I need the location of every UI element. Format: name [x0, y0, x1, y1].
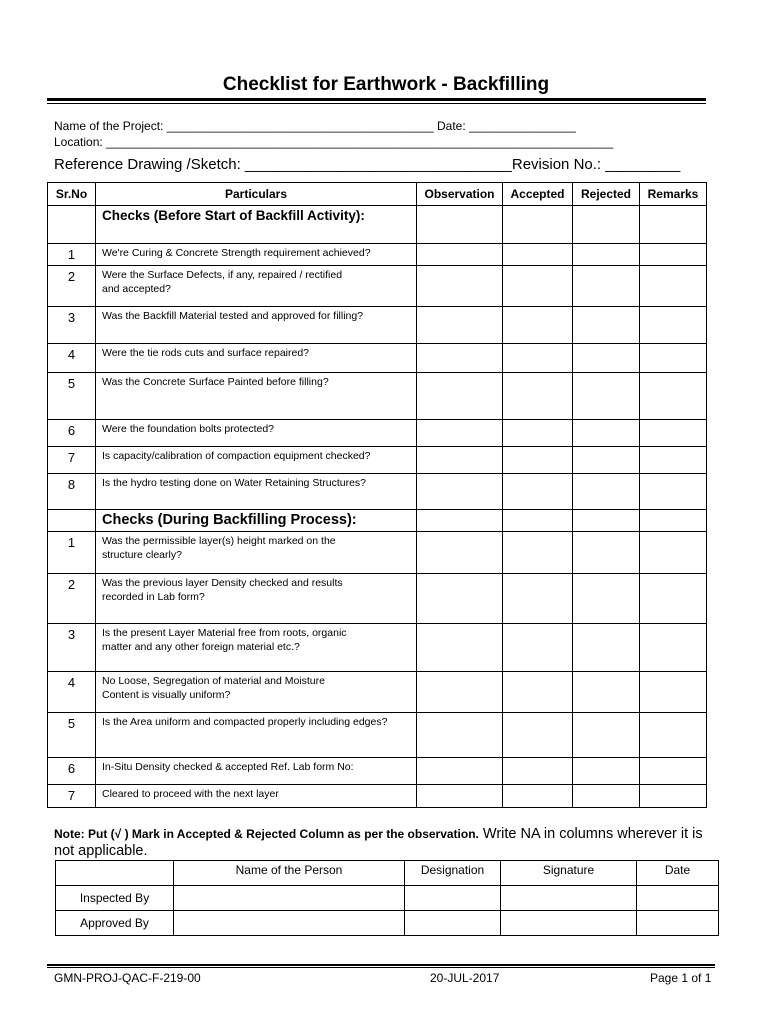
accepted-cell[interactable] [503, 758, 573, 785]
accepted-cell[interactable] [503, 307, 573, 344]
checklist-row [48, 574, 707, 624]
page-title: Checklist for Earthwork - Backfilling [222, 74, 550, 95]
row-particular: Was the Concrete Surface Painted before filling? [96, 373, 417, 420]
reference-line: Reference Drawing /Sketch: ________________________________Revision No.: _________ [54, 156, 681, 173]
row-number: 2 [48, 266, 96, 307]
accepted-cell[interactable] [503, 373, 573, 420]
remarks-cell[interactable] [640, 624, 707, 672]
accepted-cell[interactable] [503, 447, 573, 474]
remarks-cell[interactable] [640, 447, 707, 474]
remarks-cell[interactable] [640, 785, 707, 808]
table-header-row [48, 183, 707, 206]
section-header-row [48, 510, 707, 532]
note [54, 826, 714, 860]
observation-cell[interactable] [417, 474, 503, 510]
accepted-cell[interactable] [503, 672, 573, 713]
remarks-cell[interactable] [640, 713, 707, 758]
section-title: Checks (During Backfilling Process): [96, 510, 417, 532]
section-blank-cell [417, 510, 503, 532]
col-header-srno: Sr.No [48, 183, 96, 206]
section-blank-cell [640, 206, 707, 244]
section-blank-cell [573, 206, 640, 244]
row-number: 2 [48, 574, 96, 624]
row-number: 4 [48, 344, 96, 373]
row-particular: We're Curing & Concrete Strength requirement achieved? [96, 244, 417, 266]
rejected-cell[interactable] [573, 474, 640, 510]
observation-cell[interactable] [417, 420, 503, 447]
note-normal: Write NA in columns wherever it is not applicable. [54, 826, 703, 859]
rejected-cell[interactable] [573, 420, 640, 447]
sig-cell-designation[interactable] [405, 886, 501, 911]
row-number: 6 [48, 420, 96, 447]
section-srno-cell [48, 206, 96, 244]
signature-header-row [56, 861, 719, 886]
checklist-row [48, 307, 707, 344]
checklist-row [48, 420, 707, 447]
row-particular: Were the Surface Defects, if any, repaired / rectified and accepted? [96, 266, 417, 307]
row-particular: Were the foundation bolts protected? [96, 420, 417, 447]
observation-cell[interactable] [417, 624, 503, 672]
remarks-cell[interactable] [640, 307, 707, 344]
row-particular: Was the Backfill Material tested and approved for filling? [96, 307, 417, 344]
rejected-cell[interactable] [573, 266, 640, 307]
sig-cell-date[interactable] [637, 886, 719, 911]
footer-rule-thin [47, 967, 715, 968]
rejected-cell[interactable] [573, 672, 640, 713]
checklist-row [48, 758, 707, 785]
checklist-row [48, 713, 707, 758]
observation-cell[interactable] [417, 574, 503, 624]
checklist-row [48, 672, 707, 713]
checklist-row [48, 266, 707, 307]
row-particular: Is the hydro testing done on Water Retaining Structures? [96, 474, 417, 510]
row-particular: Is the Area uniform and compacted properly including edges? [96, 713, 417, 758]
sig-col-signature: Signature [501, 861, 637, 886]
footer-date: 20-JUL-2017 [430, 971, 500, 985]
row-number: 7 [48, 785, 96, 808]
row-number: 5 [48, 713, 96, 758]
rejected-cell[interactable] [573, 758, 640, 785]
accepted-cell[interactable] [503, 266, 573, 307]
row-particular: No Loose, Segregation of material and Moisture Content is visually uniform? [96, 672, 417, 713]
remarks-cell[interactable] [640, 672, 707, 713]
col-header-accepted: Accepted [503, 183, 573, 206]
remarks-cell[interactable] [640, 344, 707, 373]
sig-row-label: Inspected By [56, 886, 174, 911]
row-number: 4 [48, 672, 96, 713]
rejected-cell[interactable] [573, 307, 640, 344]
sig-row-label: Approved By [56, 911, 174, 936]
row-number: 7 [48, 447, 96, 474]
location-line: Location: ____________________________________________________________________________ [54, 135, 614, 149]
title-rule-thin [47, 103, 706, 104]
remarks-cell[interactable] [640, 244, 707, 266]
col-header-observation: Observation [417, 183, 503, 206]
remarks-cell[interactable] [640, 373, 707, 420]
rejected-cell[interactable] [573, 624, 640, 672]
row-number: 1 [48, 244, 96, 266]
rejected-cell[interactable] [573, 447, 640, 474]
rejected-cell[interactable] [573, 713, 640, 758]
row-particular: Is the present Layer Material free from roots, organic matter and any other foreign material etc.? [96, 624, 417, 672]
observation-cell[interactable] [417, 758, 503, 785]
row-number: 1 [48, 532, 96, 574]
checklist-row [48, 532, 707, 574]
accepted-cell[interactable] [503, 244, 573, 266]
row-number: 8 [48, 474, 96, 510]
accepted-cell[interactable] [503, 574, 573, 624]
sig-cell-name[interactable] [174, 911, 405, 936]
observation-cell[interactable] [417, 307, 503, 344]
rejected-cell[interactable] [573, 574, 640, 624]
sig-col-blank [56, 861, 174, 886]
signature-row [56, 886, 719, 911]
row-number: 3 [48, 307, 96, 344]
accepted-cell[interactable] [503, 713, 573, 758]
checklist-row [48, 344, 707, 373]
observation-cell[interactable] [417, 672, 503, 713]
checklist-row [48, 244, 707, 266]
observation-cell[interactable] [417, 447, 503, 474]
checklist-row [48, 474, 707, 510]
accepted-cell[interactable] [503, 474, 573, 510]
remarks-cell[interactable] [640, 474, 707, 510]
section-title: Checks (Before Start of Backfill Activity): [96, 206, 417, 244]
signature-row [56, 911, 719, 936]
row-number: 5 [48, 373, 96, 420]
row-particular: In-Situ Density checked & accepted Ref. Lab form No: [96, 758, 417, 785]
footer-rule [47, 964, 715, 966]
observation-cell[interactable] [417, 344, 503, 373]
rejected-cell[interactable] [573, 532, 640, 574]
remarks-cell[interactable] [640, 574, 707, 624]
rejected-cell[interactable] [573, 344, 640, 373]
row-particular: Was the permissible layer(s) height marked on the structure clearly? [96, 532, 417, 574]
title-rule [47, 98, 706, 101]
sig-cell-designation[interactable] [405, 911, 501, 936]
observation-cell[interactable] [417, 266, 503, 307]
sig-cell-signature[interactable] [501, 911, 637, 936]
sig-cell-name[interactable] [174, 886, 405, 911]
observation-cell[interactable] [417, 785, 503, 808]
row-particular: Were the tie rods cuts and surface repaired? [96, 344, 417, 373]
row-particular: Is capacity/calibration of compaction equipment checked? [96, 447, 417, 474]
section-blank-cell [640, 510, 707, 532]
rejected-cell[interactable] [573, 373, 640, 420]
section-blank-cell [503, 510, 573, 532]
sig-col-designation: Designation [405, 861, 501, 886]
col-header-particulars: Particulars [96, 183, 417, 206]
checklist-table [47, 182, 707, 808]
rejected-cell[interactable] [573, 244, 640, 266]
section-blank-cell [503, 206, 573, 244]
note-bold: Note: Put (√ ) Mark in Accepted & Rejected Column as per the observation. [54, 827, 479, 841]
observation-cell[interactable] [417, 373, 503, 420]
footer-page: Page 1 of 1 [650, 971, 712, 985]
remarks-cell[interactable] [640, 532, 707, 574]
rejected-cell[interactable] [573, 785, 640, 808]
observation-cell[interactable] [417, 532, 503, 574]
observation-cell[interactable] [417, 244, 503, 266]
col-header-remarks: Remarks [640, 183, 707, 206]
sig-cell-date[interactable] [637, 911, 719, 936]
remarks-cell[interactable] [640, 420, 707, 447]
remarks-cell[interactable] [640, 266, 707, 307]
checklist-row [48, 624, 707, 672]
accepted-cell[interactable] [503, 785, 573, 808]
row-number: 3 [48, 624, 96, 672]
observation-cell[interactable] [417, 713, 503, 758]
checklist-row [48, 447, 707, 474]
accepted-cell[interactable] [503, 624, 573, 672]
sig-col-date: Date [637, 861, 719, 886]
footer-doc-number: GMN-PROJ-QAC-F-219-00 [54, 971, 201, 985]
accepted-cell[interactable] [503, 420, 573, 447]
section-header-row [48, 206, 707, 244]
sig-cell-signature[interactable] [501, 886, 637, 911]
section-blank-cell [417, 206, 503, 244]
sig-col-name: Name of the Person [174, 861, 405, 886]
accepted-cell[interactable] [503, 344, 573, 373]
signature-table [55, 860, 719, 936]
checklist-row [48, 373, 707, 420]
section-srno-cell [48, 510, 96, 532]
col-header-rejected: Rejected [573, 183, 640, 206]
remarks-cell[interactable] [640, 758, 707, 785]
row-number: 6 [48, 758, 96, 785]
row-particular: Cleared to proceed with the next layer [96, 785, 417, 808]
project-line: Name of the Project: ________________________________________ Date: ________________ [54, 119, 576, 133]
accepted-cell[interactable] [503, 532, 573, 574]
section-blank-cell [573, 510, 640, 532]
row-particular: Was the previous layer Density checked and results recorded in Lab form? [96, 574, 417, 624]
checklist-row [48, 785, 707, 808]
